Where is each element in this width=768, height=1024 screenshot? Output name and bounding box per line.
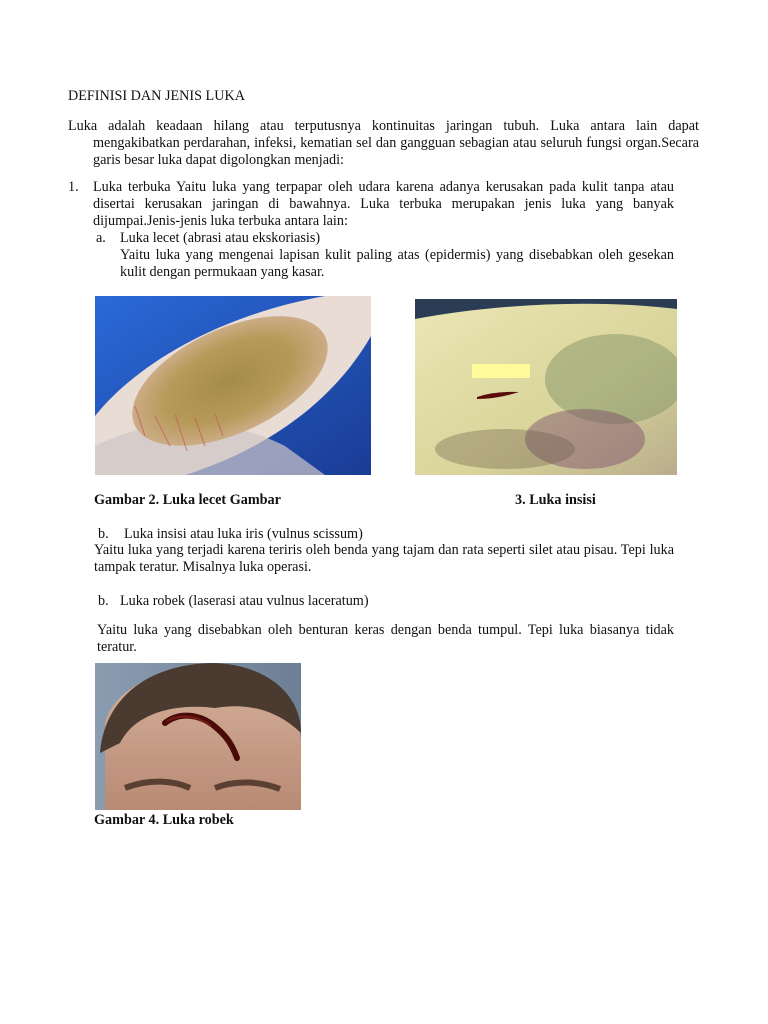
caption-right: 3. Luka insisi <box>515 492 596 508</box>
abrasion-photo <box>95 296 371 475</box>
item1-text: Luka terbuka Yaitu luka yang terpapar oleh udara karena adanya kerusakan pada kulit tanpa atau disertai kerusakan jaringan di bawahnya. Luka terbuka merupakan jenis luka yang banyak dijumpai.Jenis-jenis luka terbuka antara lain: <box>93 179 674 229</box>
item1-number: 1. <box>68 179 79 195</box>
sub-b1-text: Yaitu luka yang terjadi karena teriris oleh benda yang tajam dan rata seperti silet atau pisau. Tepi luka tampak teratur. Misalnya luka operasi. <box>94 542 674 575</box>
intro-paragraph: Luka adalah keadaan hilang atau terputusnya kontinuitas jaringan tubuh. Luka antara lain dapat mengakibatkan perdarahan, infeksi, kematian sel dan gangguan sebagian atau seluruh fungsi organ.Secara garis besar luka dapat digolongkan menjadi: <box>68 118 699 168</box>
caption-bottom: Gambar 4. Luka robek <box>94 812 234 828</box>
page-title: DEFINISI DAN JENIS LUKA <box>68 88 245 104</box>
caption-left: Gambar 2. Luka lecet Gambar <box>94 492 281 508</box>
sub-b2-letter: b. <box>98 593 109 609</box>
sub-b2-text: Yaitu luka yang disebabkan oleh benturan keras dengan benda tumpul. Tepi luka biasanya tidak teratur. <box>97 622 674 655</box>
incision-photo <box>415 299 677 475</box>
sub-b1-letter: b. <box>98 526 109 542</box>
sub-b1-heading: Luka insisi atau luka iris (vulnus scissum) <box>124 526 363 542</box>
sub-a-text: Yaitu luka yang mengenai lapisan kulit paling atas (epidermis) yang disebabkan oleh gesekan kulit dengan permukaan yang kasar. <box>120 247 674 280</box>
sub-a-letter: a. <box>96 230 106 246</box>
sub-a-heading: Luka lecet (abrasi atau ekskoriasis) <box>120 230 321 246</box>
sub-b2-heading: Luka robek (laserasi atau vulnus laceratum) <box>120 593 369 609</box>
laceration-photo <box>95 663 301 810</box>
